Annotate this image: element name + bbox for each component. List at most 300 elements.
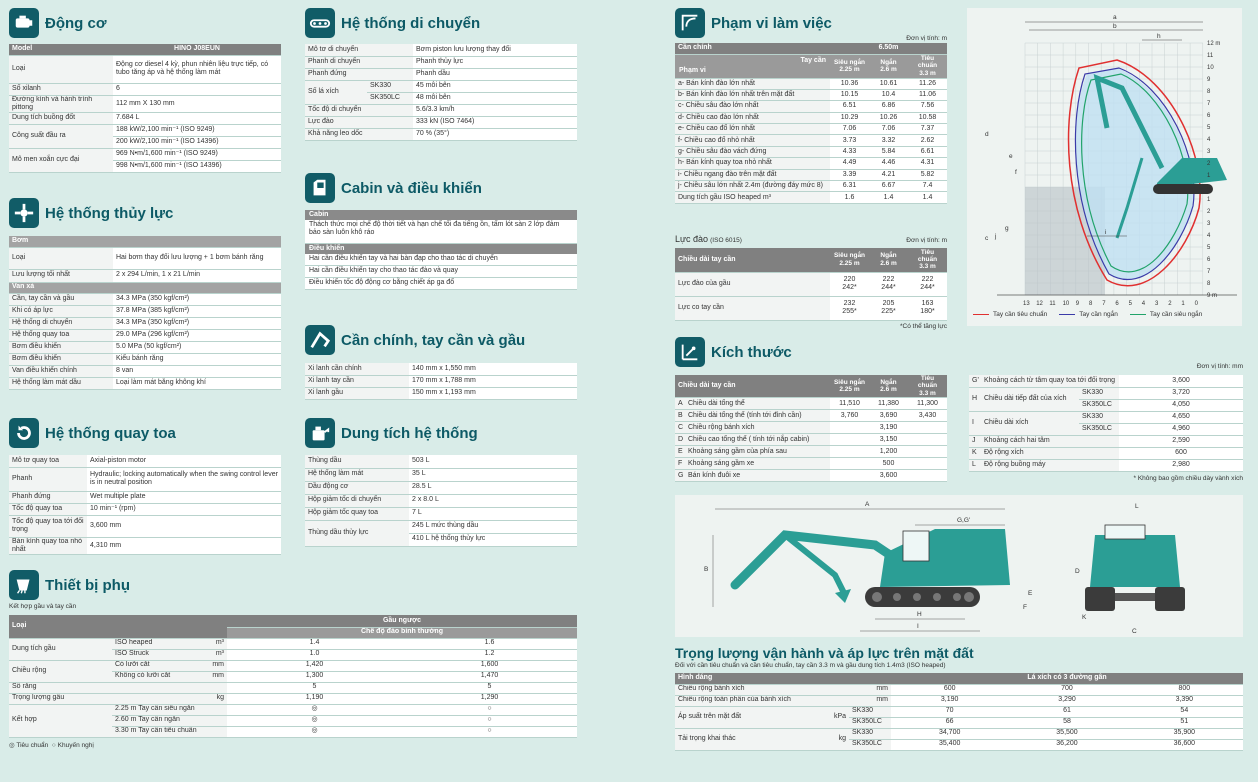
- x-axis-label: 4: [1141, 301, 1146, 307]
- x-axis-label: 12: [1036, 301, 1043, 307]
- valve-row-value: 5.0 MPa (50 kgf/cm²): [113, 341, 281, 353]
- boom-row-label: Xi lanh cần chính: [305, 363, 409, 375]
- att-value: 5: [402, 682, 577, 693]
- weight-unit: mm: [803, 695, 891, 706]
- capacity-row-label: Hệ thống làm mát: [305, 468, 409, 481]
- travel-title: Hệ thống di chuyển: [341, 14, 481, 32]
- y-axis-label: 5: [1207, 125, 1211, 131]
- weight-value: 51: [1126, 717, 1243, 728]
- engine-title: Động cơ: [45, 14, 107, 32]
- dig-value: 220 242*: [830, 272, 869, 296]
- x-axis-label: 11: [1049, 301, 1056, 307]
- dims-value: 3,190: [830, 422, 947, 434]
- y-axis-label: 2: [1207, 209, 1211, 215]
- range-value: 4.33: [830, 146, 869, 157]
- dims-value: 3,760: [830, 410, 869, 422]
- range-row-label: g- Chiều sâu đào vách đứng: [675, 146, 830, 157]
- boom-row-value: 150 mm x 1,193 mm: [409, 387, 577, 399]
- range-value: 3.39: [830, 169, 869, 180]
- dims-label: Chiều dài tổng thể (tính tới đỉnh cần): [685, 410, 830, 422]
- dims-value: 3,150: [830, 434, 947, 446]
- dim-d: d: [985, 131, 989, 138]
- range-row: [675, 146, 947, 157]
- swing-row-value: Hydraulic; locking automatically when the swing control lever is in neutral position: [87, 467, 281, 491]
- range-row: [675, 181, 947, 192]
- dims-label: Bán kính đuôi xe: [685, 470, 830, 482]
- dims-row: [675, 422, 947, 434]
- boom-row-value: 140 mm x 1,550 mm: [409, 363, 577, 375]
- y-axis-label: 8: [1207, 281, 1211, 287]
- dims-label: Chiều dài tổng thể: [685, 398, 830, 410]
- capacity-table: [305, 455, 577, 547]
- dims-key: J: [969, 435, 981, 447]
- y-axis-label: 8: [1207, 89, 1211, 95]
- capacity-row-value: 35 L: [409, 468, 577, 481]
- working-range-svg: [967, 8, 1242, 326]
- boom-row-label: Xi lanh tay cần: [305, 375, 409, 387]
- weight-row-label: Áp suất trên mặt đất: [675, 706, 803, 728]
- dims-key: D: [675, 434, 685, 446]
- dims-value: 4,050: [1119, 399, 1243, 411]
- range-value: 4.31: [908, 158, 947, 169]
- dig-head: Chiều dài tay cần: [675, 248, 830, 272]
- hydraulic-section: [9, 198, 281, 390]
- dim-letter-G: G,G': [957, 517, 971, 524]
- range-row: [675, 124, 947, 135]
- dig-table: [675, 248, 947, 321]
- dims-key: G': [969, 375, 981, 387]
- travel-row-value: 45 mỗi bên: [413, 80, 577, 92]
- capacity-row-label: Dầu động cơ: [305, 481, 409, 494]
- y-axis-label: 0: [1207, 185, 1211, 191]
- weight-value: 70: [891, 706, 1008, 717]
- y-axis-label: 12 m: [1207, 41, 1221, 47]
- engine-type-label: Loại: [9, 55, 113, 83]
- dims-model: SK350LC: [1079, 423, 1119, 435]
- weight-head-a: Hình dáng: [675, 673, 891, 684]
- range-value: 6.61: [908, 146, 947, 157]
- dims-label: Khoảng sáng gầm của phía sau: [685, 446, 830, 458]
- range-value: 5.84: [869, 146, 908, 157]
- range-row-label: d- Chiều cao đào lớn nhất: [675, 112, 830, 123]
- dim-a: a: [1113, 14, 1117, 21]
- dig-iso: (ISO 6015): [710, 237, 742, 244]
- dims-key: B: [675, 410, 685, 422]
- engine-cyl-value: 6: [113, 83, 281, 95]
- att-unit: mm: [198, 671, 227, 682]
- boom-row-label: Xi lanh gầu: [305, 387, 409, 399]
- att-value: 1.4: [227, 638, 402, 649]
- range-row: [675, 169, 947, 180]
- att-value: 1,470: [402, 671, 577, 682]
- dig-col-head: Tiêu chuẩn 3.3 m: [908, 248, 947, 272]
- x-axis-label: 13: [1023, 301, 1030, 307]
- x-axis-label: 8: [1089, 301, 1093, 307]
- att-unit: m³: [198, 649, 227, 660]
- swing-row-label: Tốc độ quay toa: [9, 503, 87, 515]
- attachments-title: Thiết bị phụ: [45, 576, 130, 594]
- dims-unit: Đơn vị tính: mm: [1196, 363, 1243, 370]
- dig-row-label: Lực đào của gầu: [675, 272, 830, 296]
- dim-letter-K: K: [1082, 614, 1087, 621]
- att-value: 1,300: [227, 671, 402, 682]
- legend-swatch: [1130, 314, 1146, 316]
- dims-key: K: [969, 447, 981, 459]
- range-value: 10.15: [830, 89, 869, 100]
- att-value: 1,420: [227, 660, 402, 671]
- y-axis-label: 6: [1207, 257, 1211, 263]
- capacity-section: [305, 418, 577, 547]
- att-unit: [198, 682, 227, 693]
- dims-value: 1,200: [830, 446, 947, 458]
- dig-header: [675, 232, 947, 244]
- dims-value: 4,960: [1119, 423, 1243, 435]
- boom-title: Cần chính, tay cần và gầu: [341, 331, 526, 349]
- dig-title: Lực đào: [675, 234, 709, 244]
- swing-row-value: 3,600 mm: [87, 515, 281, 537]
- att-sub-label: 2.25 m Tay cần siêu ngắn: [112, 704, 227, 715]
- range-boom-value: 6.50m: [830, 43, 947, 54]
- range-value: 10.61: [869, 78, 908, 89]
- att-teeth-label: Số răng: [9, 682, 198, 693]
- x-axis-label: 0: [1194, 301, 1198, 307]
- dims-model: SK350LC: [1079, 399, 1119, 411]
- swing-icon: [9, 418, 39, 448]
- swing-row-label: Bán kính quay toa nhỏ nhất: [9, 537, 87, 554]
- legend-swatch: [1059, 314, 1075, 316]
- weight-unit: kPa: [803, 706, 849, 728]
- capacity-row-value: 2 x 8.0 L: [409, 494, 577, 507]
- weight-value: 35,900: [1126, 728, 1243, 739]
- cabin-band: Cabin: [305, 210, 577, 220]
- engine-header: [9, 8, 281, 38]
- swing-row-value: 10 min⁻¹ (rpm): [87, 503, 281, 515]
- capacity-row-label: Hộp giảm tốc quay toa: [305, 507, 409, 520]
- x-axis-label: 3: [1155, 301, 1159, 307]
- weight-value: 3,290: [1008, 695, 1125, 706]
- range-row-label: e- Chiều cao đổ lớn nhất: [675, 124, 830, 135]
- travel-row-value: 5.6/3.3 km/h: [413, 104, 577, 116]
- dims-value: 2,980: [1119, 459, 1243, 471]
- dims-row: [675, 398, 947, 410]
- legend-standard: ◎ Tiêu chuẩn: [9, 741, 49, 749]
- dig-col-head: Siêu ngắn 2.25 m: [830, 248, 869, 272]
- travel-row-value: Phanh dầu: [413, 68, 577, 80]
- swing-table: [9, 455, 281, 555]
- travel-row-label: Mô tơ di chuyển: [305, 44, 413, 56]
- weight-value: 600: [891, 684, 1008, 695]
- att-value: 1,190: [227, 693, 402, 704]
- range-col-head: Ngắn 2.6 m: [869, 54, 908, 78]
- dim-f: f: [1015, 169, 1017, 176]
- dim-letter-C: C: [1132, 628, 1137, 635]
- att-sub-label: ISO Struck: [112, 649, 198, 660]
- engine-torque-value-2: 998 N•m/1,600 min⁻¹ (ISO 14396): [113, 160, 281, 172]
- range-row-label: i- Chiều ngang đào trên mặt đất: [675, 169, 830, 180]
- engine-section: [9, 8, 281, 173]
- oil-can-icon: [305, 418, 335, 448]
- weight-unit: mm: [803, 684, 891, 695]
- capacity-header: [305, 418, 577, 448]
- range-boom-label: Cần chính: [675, 43, 830, 54]
- x-axis-label: 10: [1062, 301, 1070, 307]
- att-value: 1.2: [402, 649, 577, 660]
- y-axis-label: 3: [1207, 149, 1211, 155]
- bucket-icon: [9, 570, 39, 600]
- dim-letter-E: E: [1028, 590, 1033, 597]
- range-value: 10.36: [830, 78, 869, 89]
- dim-i: i: [1105, 229, 1107, 236]
- weight-subtitle: Đối với cần tiêu chuẩn và cần tiêu chuẩn, tay cần 3.3 m và gầu dung tích 1.4m3 (ISO heaped): [675, 662, 946, 669]
- weight-value: 35,500: [1008, 728, 1125, 739]
- att-sub-label: Có lưỡi cắt: [112, 660, 198, 671]
- weight-value: 54: [1126, 706, 1243, 717]
- dims-label: Chiều cao tổng thể ( tính tới nắp cabin): [685, 434, 830, 446]
- valve-row-label: Hệ thống di chuyển: [9, 317, 113, 329]
- range-value: 6.31: [830, 181, 869, 192]
- engine-power-value-2: 200 kW/2,100 min⁻¹ (ISO 14396): [113, 136, 281, 148]
- range-row: [675, 158, 947, 169]
- dims-key: L: [969, 459, 981, 471]
- dims-label: Độ rộng xích: [981, 447, 1119, 459]
- weight-value: 66: [891, 717, 1008, 728]
- dims-value: 11,300: [908, 398, 947, 410]
- swing-row-label: Phanh: [9, 467, 87, 491]
- engine-bore-label: Đường kính và hành trình pittong: [9, 95, 113, 112]
- x-axis-label: 7: [1102, 301, 1106, 307]
- attachments-legend: [9, 741, 577, 749]
- range-row: [675, 135, 947, 146]
- swing-row-label: Phanh đứng: [9, 491, 87, 503]
- range-row: [675, 112, 947, 123]
- swing-row-label: Mô tơ quay toa: [9, 455, 87, 467]
- dims-value: 3,600: [830, 470, 947, 482]
- weight-table: [675, 673, 1243, 751]
- att-value: ◎: [227, 726, 402, 737]
- dims-model: SK330: [1079, 411, 1119, 423]
- att-value: 1,600: [402, 660, 577, 671]
- range-value: 5.82: [908, 169, 947, 180]
- weight-unit: kg: [803, 728, 849, 750]
- dims-label: Khoảng cách hai tâm: [981, 435, 1119, 447]
- range-value: 7.4: [908, 181, 947, 192]
- dim-letter-D: D: [1075, 568, 1080, 575]
- hydraulic-pump-band: Bơm: [9, 236, 281, 247]
- dim-letter-I: I: [917, 623, 919, 630]
- dims-section: [675, 337, 1243, 482]
- pump-type-label: Loại: [9, 247, 113, 269]
- valve-row-value: 34.3 MPa (350 kgf/cm²): [113, 317, 281, 329]
- valve-row-label: Cần, tay cần và gầu: [9, 293, 113, 305]
- attachments-section: [9, 570, 577, 749]
- range-col-head: Tiêu chuẩn 3.3 m: [908, 54, 947, 78]
- machine-drawings: [675, 495, 1243, 637]
- dims-note: * Không bao gồm chiều dày vành xích: [1133, 474, 1243, 482]
- range-title: Phạm vi làm việc: [711, 14, 832, 32]
- weight-model: SK350LC: [849, 717, 891, 728]
- weight-value: 700: [1008, 684, 1125, 695]
- machine-drawing-svg: [675, 495, 1243, 637]
- legend-label: Tay cần tiêu chuẩn: [993, 311, 1048, 318]
- dims-value: 3,720: [1119, 387, 1243, 399]
- travel-table: [305, 44, 577, 141]
- range-header: [675, 8, 947, 38]
- dims-key: I: [969, 411, 981, 435]
- dims-value: 4,650: [1119, 411, 1243, 423]
- range-value: 1.6: [830, 192, 869, 203]
- engine-power-label: Công suất đầu ra: [9, 124, 113, 148]
- engine-power-value-1: 188 kW/2,100 min⁻¹ (ISO 9249): [113, 124, 281, 136]
- range-arm-label: Tay cần: [800, 56, 826, 64]
- engine-model-label: Model: [9, 44, 113, 55]
- att-value: ◎: [227, 704, 402, 715]
- range-unit: Đơn vị tính: m: [906, 35, 947, 42]
- dims-value: 600: [1119, 447, 1243, 459]
- range-value: 6.51: [830, 101, 869, 112]
- y-axis-label: 5: [1207, 245, 1211, 251]
- dims-label: Khoảng cách từ tâm quay toa tới đối trọng: [981, 375, 1119, 387]
- dims-value: 11,510: [830, 398, 869, 410]
- travel-model: SK330: [367, 80, 413, 92]
- range-value: 11.26: [908, 78, 947, 89]
- att-sub-label: 2.60 m Tay cần ngắn: [112, 715, 227, 726]
- y-axis-label: 9 m: [1207, 293, 1218, 299]
- weight-head-b: Lá xích có 3 đường gân: [891, 673, 1243, 684]
- boom-section: [305, 325, 577, 400]
- engine-type-value: Động cơ diesel 4 kỳ, phun nhiên liệu trực tiếp, có tubo tăng áp và hệ thống làm mát: [113, 55, 281, 83]
- dims-value: 3,690: [869, 410, 908, 422]
- valve-row-label: Hệ thống làm mát dầu: [9, 377, 113, 389]
- travel-section: [305, 8, 577, 141]
- range-value: 7.06: [830, 124, 869, 135]
- y-axis-label: 9: [1207, 77, 1211, 83]
- x-axis-label: 9: [1075, 301, 1080, 307]
- travel-row-value: 48 mỗi bên: [413, 92, 577, 104]
- range-value: 7.06: [869, 124, 908, 135]
- x-axis-label: 1: [1181, 301, 1185, 307]
- weight-row-label: Chiều rộng toàn phần của bánh xích: [675, 695, 803, 706]
- att-value: 5: [227, 682, 402, 693]
- travel-model: SK350LC: [367, 92, 413, 104]
- dims-key: F: [675, 458, 685, 470]
- dims-label: Độ rộng buồng máy: [981, 459, 1119, 471]
- range-row: [675, 78, 947, 89]
- weight-row-label: Chiều rộng bánh xích: [675, 684, 803, 695]
- capacity-row-value-2: 410 L hệ thống thủy lực: [409, 533, 577, 546]
- range-value: 6.67: [869, 181, 908, 192]
- att-width-label: Chiều rộng: [9, 660, 112, 682]
- dims-row: [675, 410, 947, 422]
- hydraulic-table: [9, 236, 281, 390]
- dims-label: Khoảng sáng gầm xe: [685, 458, 830, 470]
- range-value: 4.21: [869, 169, 908, 180]
- working-range-diagram: [967, 8, 1242, 326]
- travel-row-label: Khả năng leo dốc: [305, 128, 413, 140]
- att-sub-label: 3.30 m Tay cần tiêu chuẩn: [112, 726, 227, 737]
- att-mode-head: Chế độ đào bình thường: [227, 627, 577, 638]
- range-row-label: h- Bán kính quay toa nhỏ nhất: [675, 158, 830, 169]
- range-row-label: b- Bán kính đào lớn nhất trên mặt đất: [675, 89, 830, 100]
- cabin-header: [305, 173, 577, 203]
- range-row-label: j- Chiều sâu lớn nhất 2.4m (đường đáy mức 8): [675, 181, 830, 192]
- range-row-label: a- Bán kính đào lớn nhất: [675, 78, 830, 89]
- valve-row-label: Bơm điều khiển: [9, 353, 113, 365]
- attachments-table: [9, 615, 577, 738]
- range-section: [675, 8, 947, 204]
- att-type-head: Loại: [9, 615, 227, 638]
- engine-torque-label: Mô men xoắn cực đại: [9, 148, 113, 172]
- legend-label: Tay cần ngắn: [1079, 311, 1118, 318]
- weight-section: [675, 645, 1243, 751]
- range-value: 10.26: [869, 112, 908, 123]
- dims-value: 500: [830, 458, 947, 470]
- dims-key: A: [675, 398, 685, 410]
- att-value: ○: [402, 704, 577, 715]
- legend-label: Tay cần siêu ngắn: [1149, 311, 1203, 318]
- attachments-header: [9, 570, 577, 600]
- dims-key: G: [675, 470, 685, 482]
- travel-row-value: 333 kN (ISO 7464): [413, 116, 577, 128]
- weight-model: SK330: [849, 728, 891, 739]
- att-unit: mm: [198, 660, 227, 671]
- dims-right-table: [969, 375, 1243, 472]
- hydraulic-title: Hệ thống thủy lực: [45, 204, 174, 222]
- range-table: [675, 43, 947, 204]
- engine-model-value: HINO J08EUN: [113, 44, 281, 55]
- range-corner: [675, 54, 830, 78]
- travel-row-label: Lực đào: [305, 116, 413, 128]
- dims-value: 11,380: [869, 398, 908, 410]
- weight-value: 34,700: [891, 728, 1008, 739]
- dims-left: [675, 375, 947, 482]
- cabin-section: [305, 173, 577, 290]
- dim-letter-H: H: [917, 611, 922, 618]
- boom-table: [305, 363, 577, 400]
- dig-section: [675, 232, 947, 330]
- dig-value: 163 180*: [908, 296, 947, 320]
- dig-value: 222 244*: [869, 272, 908, 296]
- capacity-row-value: 7 L: [409, 507, 577, 520]
- dims-head: Chiều dài tay cần: [675, 375, 830, 398]
- range-value: 6.86: [869, 101, 908, 112]
- y-axis-label: 4: [1207, 233, 1211, 239]
- range-col-head: Siêu ngắn 2.25 m: [830, 54, 869, 78]
- weight-model: SK330: [849, 706, 891, 717]
- range-row: [675, 192, 947, 203]
- dims-label: Chiều rộng bánh xích: [685, 422, 830, 434]
- valve-row-value: 8 van: [113, 365, 281, 377]
- y-axis-label: 2: [1207, 161, 1211, 167]
- range-icon: [675, 8, 705, 38]
- legend-item: [973, 311, 1047, 318]
- weight-value: 35,400: [891, 739, 1008, 750]
- att-weight-label: Trọng lượng gầu: [9, 693, 198, 704]
- legend-item: [1130, 311, 1202, 318]
- cabin-text: Thách thức mọi chế độ thời tiết và hạn chế tối đa tiếng ồn, tấm lót sàn 2 lớp đảm bảo sàn luôn khô ráo: [305, 220, 577, 244]
- dim-letter-F: F: [1023, 604, 1027, 611]
- range-value: 1.4: [869, 192, 908, 203]
- boom-row-value: 170 mm x 1,788 mm: [409, 375, 577, 387]
- control-band: Điều khiển: [305, 244, 577, 254]
- travel-row-label: Phanh di chuyển: [305, 56, 413, 68]
- swing-title: Hệ thống quay toa: [45, 424, 176, 442]
- dims-row: [675, 434, 947, 446]
- dim-letter-B: B: [704, 566, 709, 573]
- y-axis-label: 4: [1207, 137, 1211, 143]
- att-value: 1.6: [402, 638, 577, 649]
- y-axis-label: 3: [1207, 221, 1211, 227]
- dims-col-head: Siêu ngắn 2.25 m: [830, 375, 869, 398]
